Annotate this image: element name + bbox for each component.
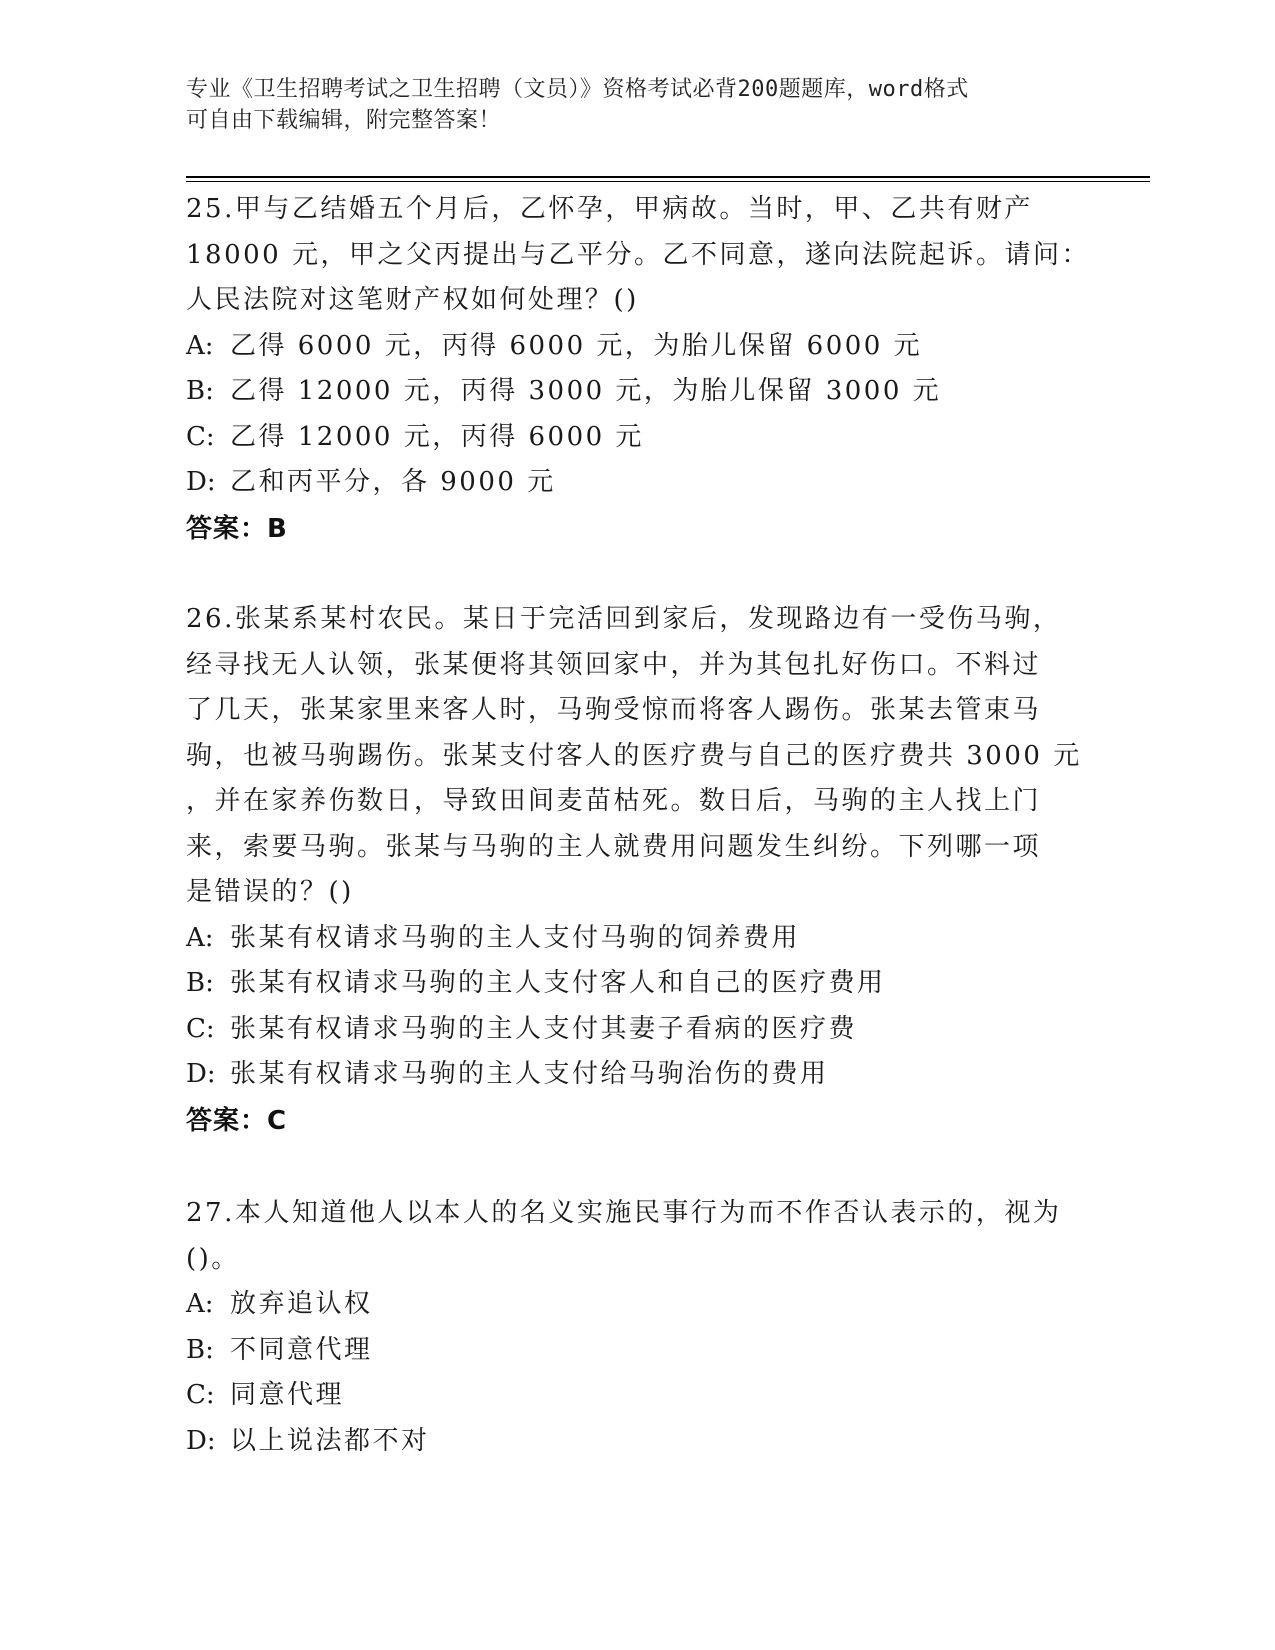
option-text: 张某有权请求马驹的主人支付客人和自己的医疗费用: [230, 968, 886, 998]
option-letter: B:: [186, 1334, 214, 1365]
question-stem-line: 人民法院对这笔财产权如何处理？(): [186, 285, 639, 315]
option-text: 乙得 12000 元，丙得 6000 元: [230, 421, 644, 452]
question-25: [186, 187, 1090, 552]
question-stem-line: ()。: [186, 1243, 240, 1274]
header-line-1: 专业《卫生招聘考试之卫生招聘（文员）》资格考试必背200题题库，word格式: [186, 77, 969, 102]
question-26: [186, 597, 1086, 1144]
option-b: [186, 369, 1086, 415]
option-letter: C:: [186, 421, 215, 452]
option-letter: A:: [186, 1289, 214, 1319]
option-letter: A:: [186, 330, 214, 361]
option-d: [186, 460, 1086, 506]
question-stem-line: 经寻找无人认领，张某便将其领回家中，并为其包扎好伤口。不料过: [186, 649, 1042, 680]
option-text: 张某有权请求马驹的主人支付给马驹治伤的费用: [230, 1059, 829, 1089]
option-letter: B:: [186, 968, 214, 998]
option-b: [186, 1328, 1086, 1374]
option-text: 乙得 6000 元，丙得 6000 元，为胎儿保留 6000 元: [230, 330, 923, 361]
option-text: 同意代理: [230, 1380, 345, 1410]
option-d: [186, 1052, 1086, 1098]
option-text: 乙和丙平分，各 9000 元: [230, 467, 556, 497]
option-c: [186, 1373, 1086, 1419]
option-text: 乙得 12000 元，丙得 3000 元，为胎儿保留 3000 元: [230, 376, 942, 406]
question-stem-line: 18000 元，甲之父丙提出与乙平分。乙不同意，遂向法院起诉。请问：: [186, 239, 1090, 270]
question-stem-line: 是错误的？(): [186, 877, 354, 907]
question-stem-line: 了几天，张某家里来客人时，马驹受惊而将客人踢伤。张某去管束马: [186, 695, 1042, 725]
question-stem-line: 27.本人知道他人以本人的名义实施民事行为而不作否认表示的，视为: [186, 1198, 1062, 1228]
option-c: [186, 415, 1086, 461]
option-d: [186, 1419, 1086, 1465]
answer-label: 答案：C: [186, 1105, 288, 1136]
option-letter: D:: [186, 1425, 216, 1456]
option-text: 放弃追认权: [230, 1289, 373, 1319]
option-text: 张某有权请求马驹的主人支付其妻子看病的医疗费: [230, 1013, 858, 1044]
option-a: [186, 1282, 1086, 1328]
option-text: 不同意代理: [230, 1334, 373, 1365]
question-stem-line: 26.张某系某村农民。某日于完活回到家后，发现路边有一受伤马驹，: [186, 604, 1062, 634]
option-letter: D:: [186, 1059, 216, 1089]
question-27: [186, 1191, 1086, 1464]
option-letter: B:: [186, 376, 214, 406]
option-letter: A:: [186, 922, 214, 953]
header-divider-thin: [186, 181, 1150, 182]
option-a: [186, 916, 1086, 962]
header-line-2: 可自由下载编辑，附完整答案！: [186, 108, 502, 133]
option-letter: C:: [186, 1380, 215, 1410]
document-header: [186, 74, 1066, 136]
option-text: 以上说法都不对: [230, 1425, 430, 1456]
question-stem-line: 驹，也被马驹踢伤。张某支付客人的医疗费与自己的医疗费共 3000 元: [186, 740, 1082, 771]
option-b: [186, 961, 1086, 1007]
option-text: 张某有权请求马驹的主人支付马驹的饲养费用: [230, 922, 801, 953]
option-a: [186, 324, 1086, 370]
header-divider-thick: [186, 176, 1150, 178]
option-letter: C:: [186, 1013, 215, 1044]
option-letter: D:: [186, 467, 216, 497]
option-c: [186, 1007, 1086, 1053]
question-stem-line: 25.甲与乙结婚五个月后，乙怀孕，甲病故。当时，甲、乙共有财产: [186, 194, 1033, 224]
question-stem-line: ，并在家养伤数日，导致田间麦苗枯死。数日后，马驹的主人找上门: [186, 786, 1042, 816]
answer-label: 答案：B: [186, 513, 288, 544]
question-stem-line: 来，索要马驹。张某与马驹的主人就费用问题发生纠纷。下列哪一项: [186, 831, 1042, 862]
